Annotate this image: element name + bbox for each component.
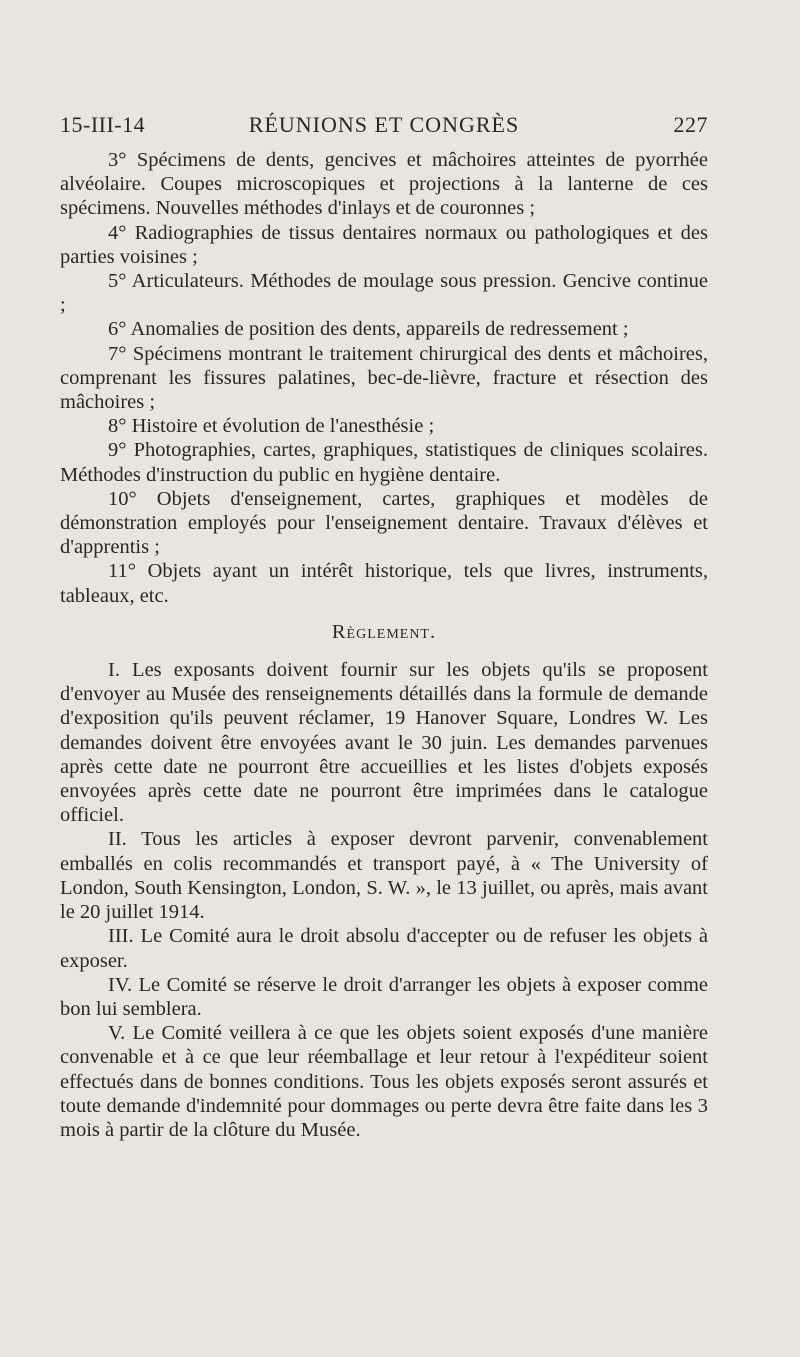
rule-paragraph: I. Les exposants doivent fournir sur les objets qu'ils se proposent d'envoyer au Musée des renseignements détaillés dans la formule de demande d'exposition qu'ils peuvent réclamer, 19 Hanover Square, Londres W. Les demandes doivent être envoyées avant le 30 juin. Les demandes parvenues après cette date ne pourront être accueillies et les listes d'objets exposés envoyées après cette date ne pourront être imprimées dans le catalogue officiel. [60,659,708,827]
list-item: 4° Radiographies de tissus dentaires normaux ou pathologiques et des parties voisines ; [60,221,708,268]
list-item: 8° Histoire et évolution de l'anesthésie ; [108,415,435,438]
header-date: 15-III-14 [60,112,146,137]
list-item: 10° Objets d'enseignement, cartes, graphiques et modèles de démonstration employés pour l'enseignement dentaire. Travaux d'élèves et d'apprentis ; [60,487,708,559]
list-item: 7° Spécimens montrant le traitement chirurgical des dents et mâchoires, comprenant les fissures palatines, bec-de-lièvre, fracture et résection des mâchoires ; [60,342,708,414]
list-item: 11° Objets ayant un intérêt historique, tels que livres, instruments, tableaux, etc. [60,560,708,607]
page-number: 227 [673,112,708,137]
list-item: 5° Articulateurs. Méthodes de moulage sous pression. Gencive continue ; [60,270,708,317]
running-header [60,111,708,139]
list-item: 6° Anomalies de position des dents, appareils de redressement ; [108,318,629,341]
list-item: 9° Photographies, cartes, graphiques, statistiques de cliniques scolaires. Méthodes d'instruction du public en hygiène dentaire. [60,439,708,486]
list-item: 3° Spécimens de dents, gencives et mâchoires atteintes de pyorrhée alvéolaire. Coupes microscopiques et projections à la lanterne de ces spécimens. Nouvelles méthodes d'inlays et de couronnes ; [60,149,708,220]
header-title: RÉUNIONS ET CONGRÈS [248,112,520,137]
rule-paragraph: III. Le Comité aura le droit absolu d'accepter ou de refuser les objets à exposer. [60,925,708,972]
rule-paragraph: IV. Le Comité se réserve le droit d'arranger les objets à exposer comme bon lui semblera. [60,973,708,1020]
rule-paragraph: V. Le Comité veillera à ce que les objets soient exposés d'une manière convenable et à ce que leur réemballage et leur retour à l'expéditeur soient effectués dans de bonnes conditions. Tous les objets exposés seront assurés et toute demande d'indemnité pour dommages ou perte devra être faite dans les 3 mois à partir de la clôture du Musée. [60,1022,708,1141]
body-text [60,148,708,1142]
rule-paragraph: II. Tous les articles à exposer devront parvenir, convenablement emballés en colis recommandés et transport payé, à « The University of London, South Kensington, London, S. W. », le 13 juillet, ou après, mais avant le 20 juillet 1914. [60,828,708,924]
section-heading: Règlement. [331,620,437,643]
